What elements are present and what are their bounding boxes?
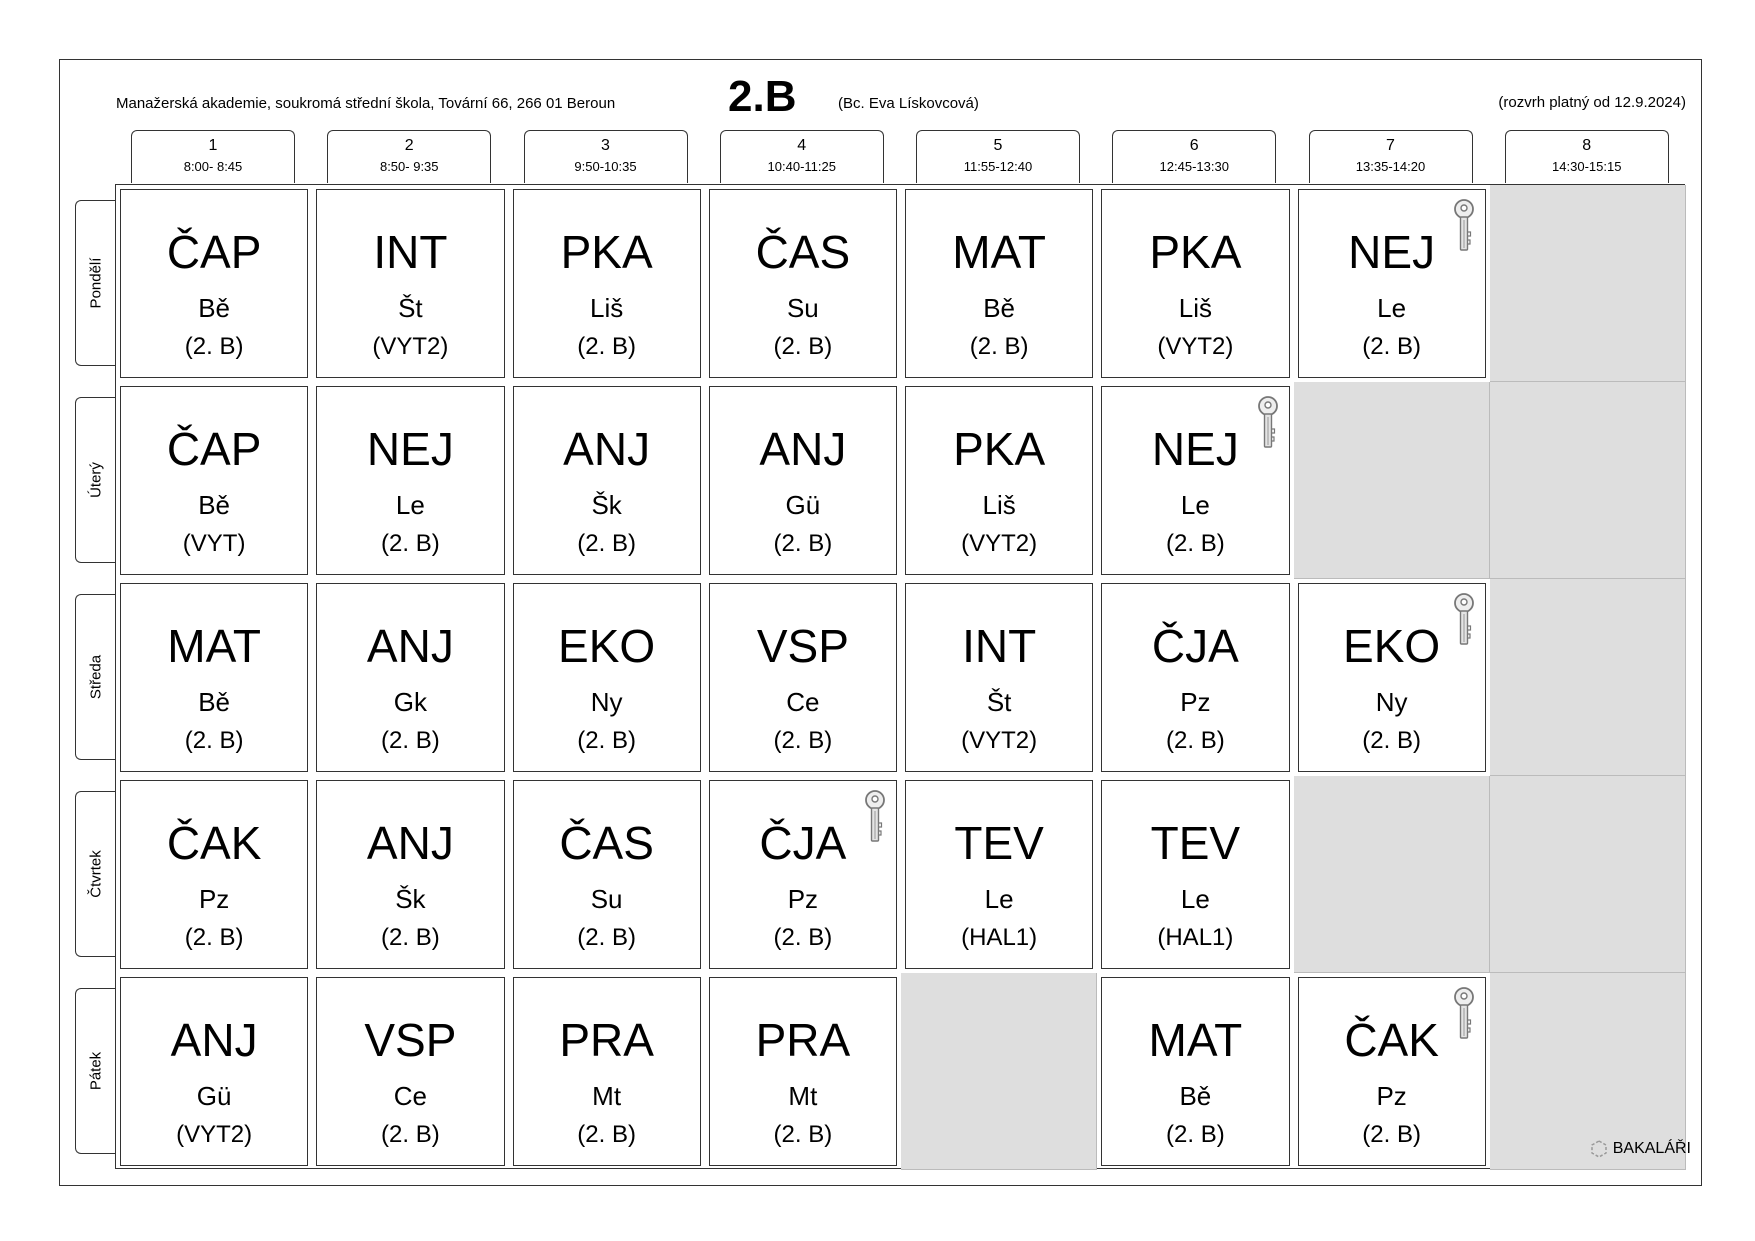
lesson-room: (2. B) bbox=[773, 530, 833, 557]
lesson-subject: ANJ bbox=[170, 1014, 258, 1066]
lesson-subject: INT bbox=[962, 620, 1037, 672]
lesson-slot bbox=[509, 776, 705, 973]
lesson-subject: EKO bbox=[1343, 620, 1441, 672]
lesson-teacher: Pz bbox=[787, 884, 819, 914]
lesson-subject: ANJ bbox=[563, 423, 651, 475]
key-icon bbox=[1453, 198, 1475, 254]
lesson-slot bbox=[509, 382, 705, 579]
day-name: Středa bbox=[87, 654, 104, 700]
valid-from: (rozvrh platný od 12.9.2024) bbox=[1498, 94, 1686, 111]
period-number: 5 bbox=[993, 137, 1003, 154]
lesson-subject: ANJ bbox=[366, 817, 454, 869]
lesson-slot bbox=[312, 382, 508, 579]
empty-slot bbox=[1490, 776, 1686, 973]
lesson-slot bbox=[1294, 973, 1490, 1170]
lesson-subject: ČAK bbox=[166, 817, 262, 869]
period-time: 11:55-12:40 bbox=[963, 159, 1033, 174]
lesson-teacher: Liš bbox=[1178, 293, 1212, 323]
lesson-subject: PRA bbox=[755, 1014, 851, 1066]
lesson-teacher: Ce bbox=[786, 687, 820, 717]
day-name: Úterý bbox=[87, 462, 104, 498]
lesson-slot bbox=[1097, 185, 1293, 382]
empty-slot bbox=[1490, 185, 1686, 382]
lesson-subject: ČAS bbox=[755, 226, 851, 278]
lesson-slot bbox=[312, 185, 508, 382]
lesson-card[interactable] bbox=[120, 189, 308, 378]
lesson-room: (2. B) bbox=[381, 924, 440, 951]
lesson-teacher: Liš bbox=[982, 490, 1016, 520]
empty-slot bbox=[1490, 579, 1686, 776]
lesson-teacher: Le bbox=[1180, 490, 1210, 520]
lesson-slot bbox=[1294, 185, 1490, 382]
period-time: 13:35-14:20 bbox=[1355, 159, 1426, 174]
lesson-teacher: Ny bbox=[1375, 687, 1408, 717]
lesson-subject: MAT bbox=[1148, 1014, 1243, 1066]
lesson-room: (VYT2) bbox=[961, 530, 1038, 557]
lesson-card[interactable] bbox=[1101, 189, 1289, 378]
lesson-teacher: Gü bbox=[785, 490, 821, 520]
lesson-card[interactable] bbox=[905, 583, 1093, 772]
empty-slot bbox=[901, 973, 1097, 1170]
lesson-slot bbox=[1097, 579, 1293, 776]
lesson-slot bbox=[1097, 382, 1293, 579]
period-time: 12:45-13:30 bbox=[1159, 159, 1229, 174]
lesson-subject: ANJ bbox=[366, 620, 454, 672]
lesson-teacher: Bě bbox=[198, 490, 231, 520]
lesson-teacher: Gü bbox=[196, 1081, 232, 1111]
lesson-teacher: Bě bbox=[198, 293, 231, 323]
period-header-2 bbox=[327, 130, 491, 183]
key-icon bbox=[864, 789, 886, 845]
lesson-room: (2. B) bbox=[1362, 727, 1421, 754]
lesson-subject: ČJA bbox=[759, 817, 847, 869]
lesson-slot bbox=[705, 776, 901, 973]
lesson-subject: ČAP bbox=[166, 423, 262, 475]
lesson-room: (2. B) bbox=[184, 727, 244, 754]
period-header-8 bbox=[1505, 130, 1669, 183]
lesson-subject: EKO bbox=[558, 620, 656, 672]
lesson-teacher: Le bbox=[984, 884, 1014, 914]
period-number: 4 bbox=[797, 137, 807, 154]
key-icon bbox=[1453, 592, 1475, 648]
lesson-subject: NEJ bbox=[1348, 226, 1436, 278]
lesson-slot bbox=[509, 185, 705, 382]
lesson-teacher: Le bbox=[1180, 884, 1210, 914]
lesson-card[interactable] bbox=[905, 386, 1093, 575]
lesson-subject: PKA bbox=[953, 423, 1046, 475]
lesson-slot bbox=[901, 185, 1097, 382]
lesson-card[interactable] bbox=[1101, 386, 1289, 575]
period-header-6 bbox=[1112, 130, 1276, 183]
lesson-room: (2. B) bbox=[184, 333, 244, 360]
lesson-room: (2. B) bbox=[381, 1121, 440, 1148]
lesson-slot bbox=[509, 973, 705, 1170]
lesson-room: (2. B) bbox=[1166, 727, 1225, 754]
lesson-subject: PRA bbox=[559, 1014, 654, 1066]
lesson-card[interactable] bbox=[709, 780, 897, 969]
class-teacher: (Bc. Eva Lískovcová) bbox=[838, 95, 979, 112]
lesson-subject: VSP bbox=[756, 620, 849, 672]
lesson-teacher: Pz bbox=[198, 884, 230, 914]
day-label-4 bbox=[75, 791, 115, 957]
day-name: Čtvrtek bbox=[87, 850, 104, 898]
period-number: 3 bbox=[601, 137, 610, 154]
lesson-slot bbox=[705, 185, 901, 382]
lesson-subject: NEJ bbox=[1151, 423, 1239, 475]
lesson-card[interactable] bbox=[709, 189, 897, 378]
lesson-card[interactable] bbox=[316, 386, 504, 575]
lesson-room: (2. B) bbox=[1362, 1121, 1421, 1148]
lesson-room: (2. B) bbox=[577, 727, 636, 754]
lesson-slot bbox=[705, 382, 901, 579]
period-time: 8:50- 9:35 bbox=[379, 159, 439, 174]
lesson-card[interactable] bbox=[513, 189, 701, 378]
lesson-card[interactable] bbox=[513, 583, 701, 772]
lesson-subject: ANJ bbox=[759, 423, 847, 475]
lesson-subject: MAT bbox=[167, 620, 261, 672]
lesson-card[interactable] bbox=[316, 583, 504, 772]
lesson-subject: TEV bbox=[954, 817, 1044, 869]
class-title: 2.B bbox=[728, 72, 797, 121]
lesson-teacher: Št bbox=[986, 687, 1012, 717]
lesson-card[interactable] bbox=[1101, 583, 1289, 772]
period-number: 8 bbox=[1582, 137, 1592, 154]
lesson-room: (2. B) bbox=[773, 1121, 833, 1148]
lesson-slot bbox=[116, 382, 312, 579]
lesson-slot bbox=[705, 579, 901, 776]
lesson-slot bbox=[312, 973, 508, 1170]
lesson-card[interactable] bbox=[709, 386, 897, 575]
day-name: Pátek bbox=[87, 1051, 104, 1091]
key-icon bbox=[1453, 986, 1475, 1042]
lesson-room: (2. B) bbox=[773, 333, 833, 360]
period-time: 8:00- 8:45 bbox=[183, 159, 243, 174]
day-name: Pondělí bbox=[87, 257, 104, 309]
period-number: 2 bbox=[404, 137, 414, 154]
lesson-subject: ČAP bbox=[166, 226, 262, 278]
day-label-2 bbox=[75, 397, 115, 563]
lesson-room: (HAL1) bbox=[1157, 924, 1234, 951]
lesson-room: (2. B) bbox=[577, 924, 636, 951]
lesson-room: (2. B) bbox=[773, 924, 833, 951]
lesson-room: (2. B) bbox=[577, 1121, 636, 1148]
lesson-subject: PKA bbox=[560, 226, 653, 278]
lesson-teacher: Le bbox=[1377, 293, 1407, 323]
lesson-card[interactable] bbox=[1298, 977, 1486, 1166]
lesson-subject: ČAK bbox=[1344, 1014, 1439, 1066]
empty-slot bbox=[1294, 776, 1490, 973]
lesson-card[interactable] bbox=[513, 977, 701, 1166]
lesson-card[interactable] bbox=[513, 386, 701, 575]
lesson-teacher: Mt bbox=[592, 1081, 622, 1111]
lesson-room: (2. B) bbox=[773, 727, 833, 754]
key-icon bbox=[1257, 395, 1279, 451]
period-header-5 bbox=[916, 130, 1080, 183]
lesson-card[interactable] bbox=[316, 189, 504, 378]
lesson-subject: ČJA bbox=[1151, 620, 1239, 672]
empty-slot bbox=[1490, 382, 1686, 579]
school-name: Manažerská akademie, soukromá střední škola, Tovární 66, 266 01 Beroun bbox=[116, 95, 616, 112]
lesson-teacher: Ny bbox=[590, 687, 623, 717]
lesson-card[interactable] bbox=[1101, 780, 1289, 969]
lesson-subject: VSP bbox=[364, 1014, 457, 1066]
period-number: 7 bbox=[1386, 137, 1395, 154]
lesson-room: (2. B) bbox=[577, 333, 636, 360]
lesson-slot bbox=[1294, 579, 1490, 776]
lesson-room: (2. B) bbox=[1166, 530, 1225, 557]
lesson-card[interactable] bbox=[120, 977, 308, 1166]
lesson-card[interactable] bbox=[316, 977, 504, 1166]
bakalari-logo-icon bbox=[1590, 1140, 1608, 1158]
lesson-slot bbox=[509, 579, 705, 776]
lesson-teacher: Šk bbox=[395, 884, 426, 914]
lesson-teacher: Bě bbox=[1179, 1081, 1212, 1111]
lesson-room: (VYT2) bbox=[372, 333, 449, 360]
lesson-room: (2. B) bbox=[381, 530, 440, 557]
lesson-subject: MAT bbox=[952, 226, 1046, 278]
period-header-7 bbox=[1309, 130, 1473, 183]
bakalari-brand bbox=[1590, 1140, 1691, 1158]
lesson-teacher: Su bbox=[786, 293, 819, 323]
lesson-room: (2. B) bbox=[1362, 333, 1421, 360]
lesson-room: (2. B) bbox=[969, 333, 1029, 360]
lesson-slot bbox=[116, 579, 312, 776]
lesson-room: (VYT2) bbox=[1157, 333, 1234, 360]
lesson-room: (2. B) bbox=[381, 727, 440, 754]
lesson-room: (HAL1) bbox=[961, 924, 1038, 951]
lesson-card[interactable] bbox=[709, 583, 897, 772]
empty-slot bbox=[1294, 382, 1490, 579]
lesson-room: (VYT2) bbox=[176, 1121, 253, 1148]
lesson-subject: ČAS bbox=[559, 817, 654, 869]
lesson-teacher: Šk bbox=[591, 490, 622, 520]
lesson-slot bbox=[901, 382, 1097, 579]
period-header-3 bbox=[524, 130, 688, 183]
lesson-teacher: Gk bbox=[393, 687, 427, 717]
lesson-card[interactable] bbox=[513, 780, 701, 969]
lesson-room: (VYT) bbox=[182, 530, 246, 557]
lesson-teacher: Liš bbox=[590, 293, 624, 323]
timetable-grid bbox=[115, 184, 1685, 1169]
lesson-card[interactable] bbox=[709, 977, 897, 1166]
lesson-room: (2. B) bbox=[184, 924, 244, 951]
lesson-slot bbox=[705, 973, 901, 1170]
day-label-1 bbox=[75, 200, 115, 366]
lesson-card[interactable] bbox=[120, 780, 308, 969]
lesson-card[interactable] bbox=[316, 780, 504, 969]
lesson-slot bbox=[312, 579, 508, 776]
lesson-room: (VYT2) bbox=[961, 727, 1038, 754]
lesson-card[interactable] bbox=[120, 386, 308, 575]
lesson-teacher: Ce bbox=[393, 1081, 427, 1111]
lesson-slot bbox=[1097, 776, 1293, 973]
lesson-card[interactable] bbox=[905, 780, 1093, 969]
brand-label: BAKALÁŘI bbox=[1612, 1140, 1691, 1157]
lesson-slot bbox=[116, 973, 312, 1170]
lesson-card[interactable] bbox=[1101, 977, 1289, 1166]
lesson-slot bbox=[1097, 973, 1293, 1170]
lesson-card[interactable] bbox=[1298, 189, 1486, 378]
lesson-slot bbox=[901, 579, 1097, 776]
lesson-teacher: Bě bbox=[983, 293, 1016, 323]
lesson-teacher: Bě bbox=[198, 687, 231, 717]
period-time: 14:30-15:15 bbox=[1552, 159, 1622, 174]
lesson-teacher: Le bbox=[395, 490, 425, 520]
lesson-card[interactable] bbox=[120, 583, 308, 772]
lesson-slot bbox=[116, 185, 312, 382]
day-label-5 bbox=[75, 988, 115, 1154]
lesson-subject: TEV bbox=[1150, 817, 1241, 869]
period-number: 6 bbox=[1189, 137, 1199, 154]
period-time: 10:40-11:25 bbox=[767, 159, 836, 174]
lesson-teacher: Št bbox=[398, 293, 423, 323]
period-header-1 bbox=[131, 130, 295, 183]
lesson-teacher: Pz bbox=[1180, 687, 1211, 717]
lesson-room: (2. B) bbox=[1166, 1121, 1225, 1148]
period-number: 1 bbox=[208, 137, 218, 154]
lesson-card[interactable] bbox=[1298, 583, 1486, 772]
period-header-4 bbox=[720, 130, 884, 183]
day-label-3 bbox=[75, 594, 115, 760]
lesson-subject: INT bbox=[373, 226, 448, 278]
lesson-subject: PKA bbox=[1149, 226, 1242, 278]
lesson-slot bbox=[312, 776, 508, 973]
lesson-subject: NEJ bbox=[366, 423, 454, 475]
lesson-teacher: Pz bbox=[1376, 1081, 1407, 1111]
lesson-slot bbox=[901, 776, 1097, 973]
lesson-card[interactable] bbox=[905, 189, 1093, 378]
lesson-room: (2. B) bbox=[577, 530, 636, 557]
lesson-teacher: Mt bbox=[788, 1081, 818, 1111]
lesson-teacher: Su bbox=[590, 884, 623, 914]
lesson-slot bbox=[116, 776, 312, 973]
period-time: 9:50-10:35 bbox=[574, 159, 637, 174]
